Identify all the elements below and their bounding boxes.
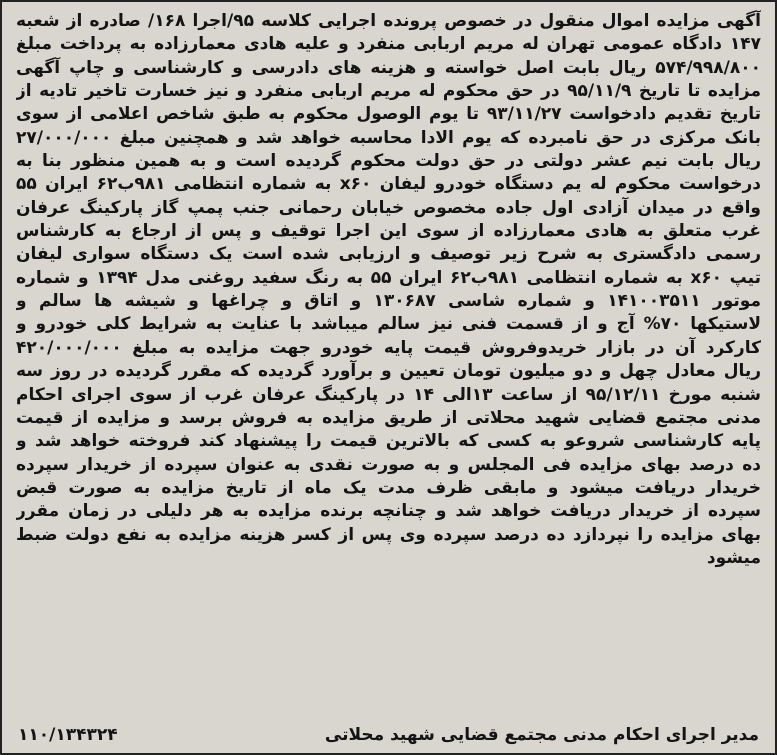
- notice-footer: [18, 723, 759, 747]
- notice-reference-number: ۱۱۰/۱۳۴۳۲۴: [18, 725, 118, 745]
- notice-signature: مدیر اجرای احکام مدنی مجتمع قضایی شهید محلاتی: [324, 725, 759, 745]
- auction-notice-text: آگهی مزایده اموال منقول در خصوص پرونده اجرایی کلاسه ۹۵/اجرا ۱۶۸/ صادره از شعبه ۱۴۷ دادگاه عمومی تهران له مریم اربابی منفرد و علیه هادی معمارزاده به پرداخت مبلغ ۵۷۴/۹۹۸/۸۰۰ ریال بابت اصل خواسته و هزینه های دادرسی و کارشناسی و چاپ آگهی مزایده تا تاریخ ۹۵/۱۱/۹ در حق محکوم له مریم اربابی منفرد و نیز خسارت تاخیر تادیه از تاریخ تقدیم دادخواست ۹۳/۱۱/۲۷ تا یوم الوصول محکوم به طبق شاخص اعلامی از سوی بانک مرکزی در حق نامبرده که یوم الادا محاسبه خواهد شد و همچنین مبلغ ۲۷/۰۰۰/۰۰۰ ریال بابت نیم عشر دولتی در حق دولت محکوم گردیده است و به همین منظور بنا به درخواست محکوم له یم دستگاه خودرو لیفان x۶۰ به شماره انتظامی ۹۸۱ب۶۲ ایران ۵۵ واقع در میدان آزادی اول جاده مخصوص خیابان رحمانی جنب پمپ گاز پارکینگ عرفان غرب متعلق به هادی معمارزاده از سوی این اجرا توقیف و پس از ارجاع به کارشناس رسمی دادگستری به شرح زیر توصیف و ارزیابی شده است یک دستگاه سواری لیفان تیپ x۶۰ به شماره انتظامی ۹۸۱ب۶۲ ایران ۵۵ به رنگ سفید روغنی مدل ۱۳۹۴ و شماره موتور ۱۴۱۰۰۳۵۱۱ و شماره شاسی ۱۳۰۶۸۷ و اتاق و چراغها و شیشه ها سالم و لاستیکها ۷۰% آج و از قسمت فنی نیز سالم میباشد با عنایت به شرایط کلی خودرو و کارکرد آن در بازار خریدوفروش قیمت پایه خودرو جهت مزایده به مبلغ ۴۲۰/۰۰۰/۰۰۰ ریال معادل چهل و دو میلیون تومان تعیین و برآورد گردیده که مقرر گردیده در روز سه شنبه مورخ ۹۵/۱۲/۱۱ از ساعت ۱۳الی ۱۴ در پارکینگ عرفان غرب از سوی اجرای احکام مدنی مجتمع قضایی شهید محلاتی از طریق مزایده به فروش برسد و مزایده از قیمت پایه کارشناسی شروعو به کسی که بالاترین قیمت را پیشنهاد کند فروخته خواهد شد و ده درصد بهای مزایده فی المجلس و به صورت نقدی به عنوان سپرده از خریدار سپرده خریدار دریافت میشود و مابقی ظرف مدت یک ماه از تاریخ مزایده به صورت قبض سپرده از خریدار دریافت خواهد شد و چنانچه برنده مزایده به هر دلیلی در زمان مقرر بهای مزایده را نپردازد ده درصد سپرده وی پس از کسر هزینه مزایده به نفع دولت ضبط میشود: [16, 11, 761, 568]
